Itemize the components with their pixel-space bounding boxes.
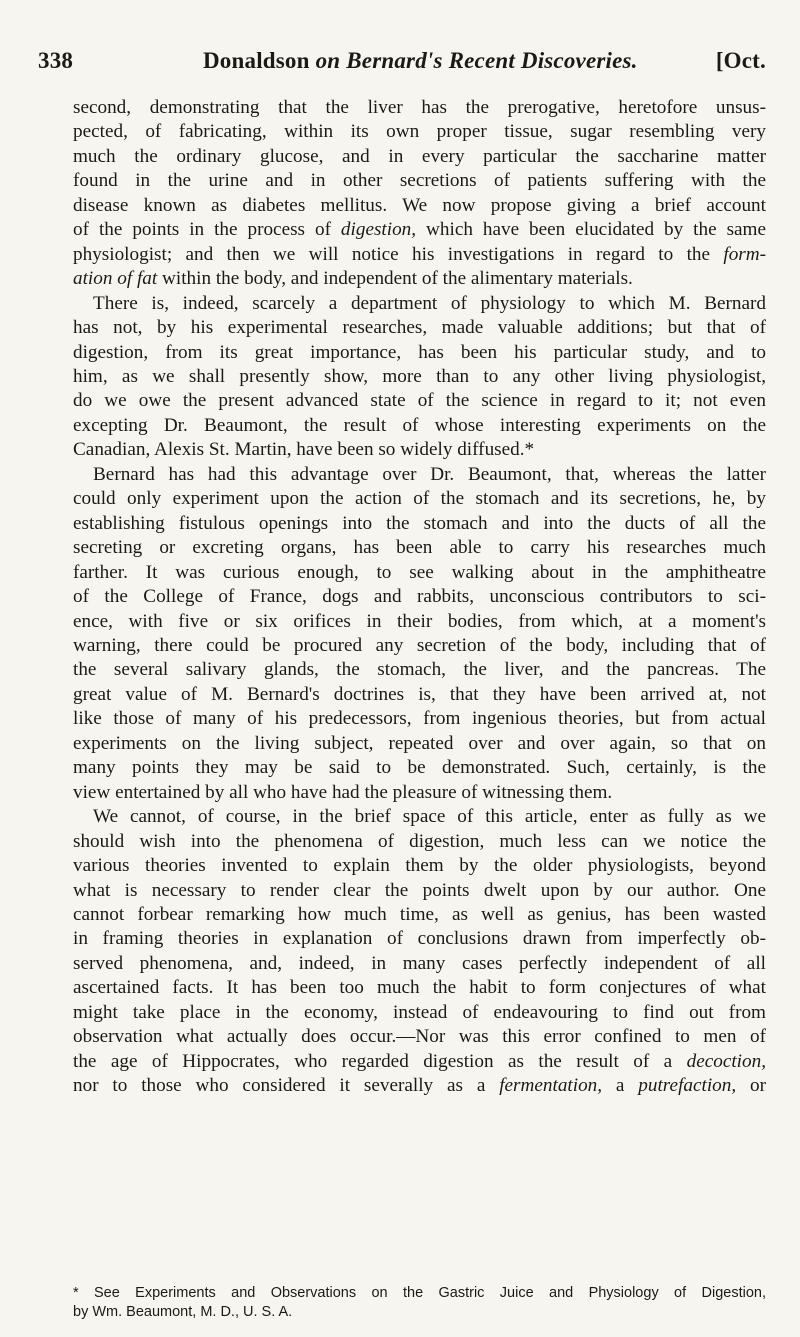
text-run: found in the urine and in other secretions of patients suffering with the	[73, 170, 766, 192]
italic-text-run: fermentation,	[499, 1075, 603, 1097]
running-title-on: on	[315, 48, 341, 73]
text-line	[73, 512, 766, 536]
text-run: secreting or excreting organs, has been able to carry his researches much	[73, 537, 766, 559]
text-run: much the ordinary glucose, and in every particular the saccharine matter	[73, 145, 766, 167]
text-line	[73, 756, 766, 780]
text-line	[73, 194, 766, 218]
text-run: the age of Hippocrates, who regarded digestion as the result of a	[73, 1050, 687, 1072]
text-run: what is necessary to render clear the points dwelt upon by our author. One	[73, 879, 766, 901]
text-line	[73, 414, 766, 438]
text-run: has not, by his experimental researches, made valuable additions; but that of	[73, 317, 766, 339]
italic-text-run: putrefaction,	[638, 1075, 737, 1097]
text-run: ascertained facts. It has been too much the habit to form conjectures of what	[73, 977, 766, 999]
text-run: ence, with five or six orifices in their bodies, from which, at a moment's	[73, 610, 766, 632]
italic-text-run: ation of fat	[73, 268, 158, 290]
text-line	[73, 169, 766, 193]
text-line	[73, 365, 766, 389]
text-line	[73, 120, 766, 144]
text-run: experiments on the living subject, repeated over and over again, so that on	[73, 732, 766, 754]
text-run: or	[736, 1075, 766, 1097]
text-run: great value of M. Bernard's doctrines is, that they have been arrived at, not	[73, 683, 766, 705]
text-line	[73, 218, 766, 242]
text-line	[73, 732, 766, 756]
text-run: should wish into the phenomena of digestion, much less can we notice the	[73, 830, 766, 852]
text-run: warning, there could be procured any secretion of the body, including that of	[73, 634, 766, 656]
text-run: various theories invented to explain them by the older physiologists, beyond	[73, 855, 766, 877]
text-line	[73, 561, 766, 585]
text-run: disease known as diabetes mellitus. We now propose giving a brief account	[73, 194, 766, 216]
text-run: nor to those who considered it severally as a	[73, 1075, 500, 1097]
text-line	[73, 96, 766, 120]
text-run: We cannot, of course, in the brief space of this article, enter as fully as we	[93, 806, 766, 828]
text-run: pected, of fabricating, within its own proper tissue, sugar resembling very	[73, 121, 766, 143]
italic-text-run: digestion,	[340, 219, 417, 241]
text-line	[73, 536, 766, 560]
text-run: the several salivary glands, the stomach, the liver, and the pancreas. The	[73, 659, 766, 681]
text-run: do we owe the present advanced state of the science in regard to it; not even	[73, 390, 766, 412]
text-run: Canadian, Alexis St. Martin, have been so widely diffused.*	[73, 439, 535, 461]
text-line	[73, 341, 766, 365]
running-header-month: [Oct.	[715, 48, 766, 73]
text-run: farther. It was curious enough, to see walking about in the amphitheatre	[73, 561, 766, 583]
text-line	[73, 683, 766, 707]
text-run: a	[602, 1075, 639, 1097]
text-run: which have been elucidated by the same	[416, 219, 766, 241]
text-line	[73, 389, 766, 413]
text-line	[73, 463, 766, 487]
footnote-line: by Wm. Beaumont, M. D., U. S. A.	[73, 1304, 293, 1320]
text-run: of the points in the process of	[73, 219, 341, 241]
text-line	[73, 1050, 766, 1074]
text-run: him, as we shall presently show, more than to any other living physiologist,	[73, 365, 766, 387]
text-line	[73, 1001, 766, 1025]
text-line	[73, 145, 766, 169]
text-line	[73, 634, 766, 658]
text-run: in framing theories in explanation of conclusions drawn from imperfectly ob-	[73, 928, 766, 950]
text-run: view entertained by all who have had the pleasure of witnessing them.	[73, 781, 613, 803]
text-run: many points they may be said to be demonstrated. Such, certainly, is the	[73, 757, 766, 779]
text-line	[73, 292, 766, 316]
italic-text-run: form-	[723, 243, 766, 265]
text-run: of the College of France, dogs and rabbits, unconscious contributors to sci-	[73, 586, 766, 608]
text-line	[73, 927, 766, 951]
text-line	[73, 658, 766, 682]
running-header	[38, 48, 766, 88]
text-run: might take place in the economy, instead of endeavouring to find out from	[73, 1001, 766, 1023]
text-line	[73, 243, 766, 267]
body-text	[73, 96, 766, 1099]
text-run: observation what actually does occur.—Nor was this error confined to men of	[73, 1026, 766, 1048]
text-run: establishing fistulous openings into the stomach and into the ducts of all the	[73, 512, 766, 534]
text-run: second, demonstrating that the liver has the prerogative, heretofore unsus-	[73, 97, 766, 118]
running-title-author: Donaldson	[203, 48, 310, 73]
text-line	[73, 1074, 766, 1098]
text-line	[73, 805, 766, 829]
running-title	[203, 48, 638, 74]
footnote	[73, 1284, 766, 1322]
text-line	[73, 976, 766, 1000]
italic-text-run: decoction,	[686, 1050, 766, 1072]
footnote-line: * See Experiments and Observations on the Gastric Juice and Physiology of Digestion,	[73, 1285, 766, 1301]
text-line	[73, 854, 766, 878]
text-run: within the body, and independent of the alimentary materials.	[157, 268, 633, 290]
text-line	[73, 1025, 766, 1049]
text-run: excepting Dr. Beaumont, the result of whose interesting experiments on the	[73, 414, 766, 436]
text-run: There is, indeed, scarcely a department of physiology to which M. Bernard	[93, 292, 766, 314]
text-run: physiologist; and then we will notice his investigations in regard to the	[73, 243, 724, 265]
text-run: served phenomena, and, indeed, in many cases perfectly independent of all	[73, 952, 766, 974]
text-line	[73, 879, 766, 903]
text-run: could only experiment upon the action of the stomach and its secretions, he, by	[73, 488, 766, 510]
text-line	[73, 610, 766, 634]
text-run: digestion, from its great importance, has been his particular study, and to	[73, 341, 766, 363]
text-line	[73, 952, 766, 976]
text-line	[73, 487, 766, 511]
text-line	[73, 781, 766, 805]
text-run: cannot forbear remarking how much time, as well as genius, has been wasted	[73, 903, 766, 925]
text-line	[73, 585, 766, 609]
text-line	[73, 267, 766, 291]
page-number: 338	[38, 48, 74, 73]
text-line	[73, 438, 766, 462]
text-line	[73, 707, 766, 731]
text-line	[73, 316, 766, 340]
running-title-subject: Bernard's Recent Discoveries.	[346, 48, 638, 73]
text-run: Bernard has had this advantage over Dr. Beaumont, that, whereas the latter	[93, 463, 766, 485]
text-line	[73, 830, 766, 854]
text-line	[73, 903, 766, 927]
text-run: like those of many of his predecessors, from ingenious theories, but from actual	[73, 708, 766, 730]
